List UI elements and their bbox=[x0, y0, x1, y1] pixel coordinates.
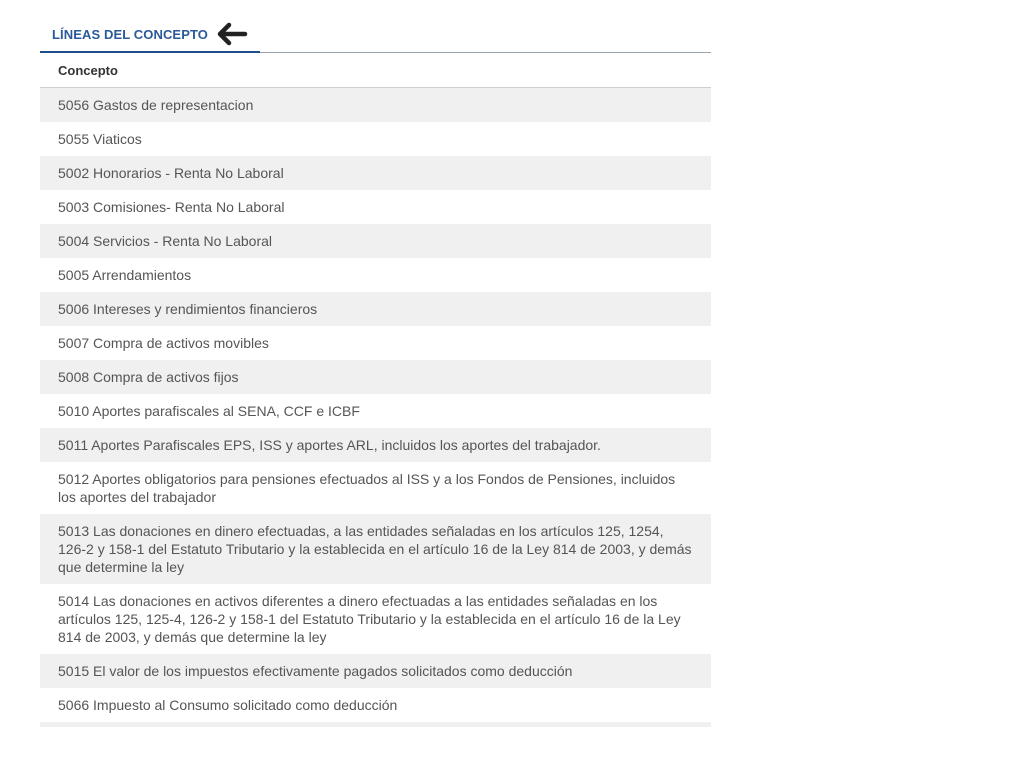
table-bottom-edge bbox=[40, 722, 711, 727]
table-row[interactable]: 5056 Gastos de representacion bbox=[40, 88, 711, 122]
table-row[interactable]: 5010 Aportes parafiscales al SENA, CCF e ICBF bbox=[40, 394, 711, 428]
table-row[interactable]: 5012 Aportes obligatorios para pensiones efectuados al ISS y a los Fondos de Pensiones, incluidos los aportes del trabajador bbox=[40, 462, 711, 514]
tab-bar bbox=[40, 18, 711, 53]
table-row[interactable]: 5007 Compra de activos movibles bbox=[40, 326, 711, 360]
table-row[interactable]: 5055 Viaticos bbox=[40, 122, 711, 156]
column-header-concepto: Concepto bbox=[58, 62, 118, 78]
tab-concept-lines-label: LÍNEAS DEL CONCEPTO bbox=[52, 26, 208, 42]
table-row[interactable]: 5066 Impuesto al Consumo solicitado como deducción bbox=[40, 688, 711, 722]
concept-list bbox=[40, 88, 711, 722]
table-row[interactable]: 5006 Intereses y rendimientos financieros bbox=[40, 292, 711, 326]
table-row[interactable]: 5003 Comisiones- Renta No Laboral bbox=[40, 190, 711, 224]
table-row[interactable]: 5008 Compra de activos fijos bbox=[40, 360, 711, 394]
table-row[interactable]: 5013 Las donaciones en dinero efectuadas, a las entidades señaladas en los artículos 125, 1254, 126-2 y 158-1 del Estatuto Tributario y la establecida en el artículo 16 de la Ley 814 de 2003, y demás que determine la ley bbox=[40, 514, 711, 584]
concept-lines-panel bbox=[40, 18, 711, 727]
table-row[interactable]: 5005 Arrendamientos bbox=[40, 258, 711, 292]
table-row[interactable]: 5011 Aportes Parafiscales EPS, ISS y aportes ARL, incluidos los aportes del trabajador. bbox=[40, 428, 711, 462]
table-row[interactable]: 5002 Honorarios - Renta No Laboral bbox=[40, 156, 711, 190]
table-row[interactable]: 5014 Las donaciones en activos diferentes a dinero efectuadas a las entidades señaladas en los artículos 125, 125-4, 126-2 y 158-1 del Estatuto Tributario y la establecida en el artículo 16 de la Ley 814 de 2003, y demás que determine la ley bbox=[40, 584, 711, 654]
table-row[interactable]: 5015 El valor de los impuestos efectivamente pagados solicitados como deducción bbox=[40, 654, 711, 688]
table-header bbox=[40, 53, 711, 88]
tab-concept-lines[interactable] bbox=[40, 17, 260, 53]
table-row[interactable]: 5004 Servicios - Renta No Laboral bbox=[40, 224, 711, 258]
arrow-left-icon[interactable] bbox=[216, 22, 248, 46]
